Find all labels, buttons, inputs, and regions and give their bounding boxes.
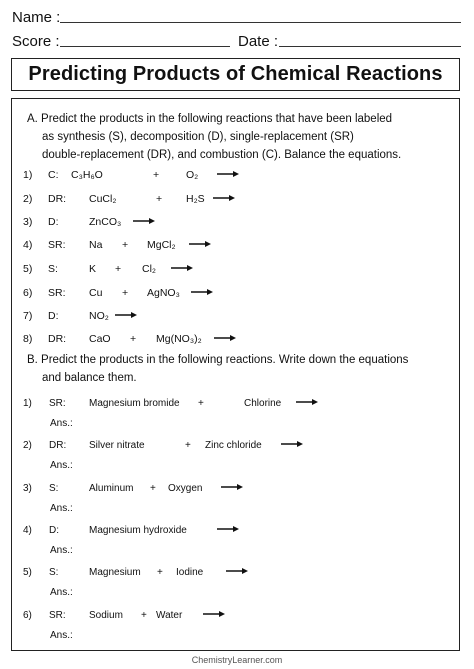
reactant-2: Water xyxy=(156,610,183,621)
answer-label[interactable]: Ans.: xyxy=(50,503,73,514)
name-label: Name : xyxy=(12,9,61,26)
arrow-icon xyxy=(133,216,155,228)
reaction-type: SR: xyxy=(49,398,66,409)
section-b-line-1: B. Predict the products in the following reactions. Write down the equations xyxy=(27,354,409,366)
reactant-2: H₂S xyxy=(186,193,205,205)
item-number: 6) xyxy=(23,287,33,299)
reactant-2: Iodine xyxy=(176,567,204,578)
reaction-row xyxy=(23,169,443,183)
item-number: 3) xyxy=(23,216,33,228)
plus-sign: + xyxy=(156,193,163,205)
plus-sign: + xyxy=(157,567,163,578)
item-number: 2) xyxy=(23,193,33,205)
reactant-2: Oxygen xyxy=(168,483,203,494)
answer-label[interactable]: Ans.: xyxy=(50,460,73,471)
reactant-1: K xyxy=(89,263,97,275)
reaction-row xyxy=(23,398,443,412)
reactant-1: Na xyxy=(89,239,103,251)
reactant-1: Magnesium bromide xyxy=(89,398,180,409)
reactant-2: AgNO₃ xyxy=(147,287,180,299)
arrow-icon xyxy=(226,567,248,578)
item-number: 5) xyxy=(23,567,32,578)
plus-sign: + xyxy=(150,483,156,494)
item-number: 1) xyxy=(23,398,32,409)
plus-sign: + xyxy=(130,333,137,345)
reaction-row xyxy=(23,333,443,347)
worksheet-title: Predicting Products of Chemical Reactions xyxy=(11,58,460,91)
reactant-1: CaO xyxy=(89,333,111,345)
arrow-icon xyxy=(115,310,137,322)
reactant-1: C₃H₆O xyxy=(71,169,103,181)
reaction-type: S: xyxy=(48,263,58,275)
reaction-type: D: xyxy=(48,310,59,322)
plus-sign: + xyxy=(198,398,204,409)
plus-sign: + xyxy=(115,263,122,275)
answer-label[interactable]: Ans.: xyxy=(50,418,73,429)
reaction-row xyxy=(23,440,443,454)
reaction-row xyxy=(23,239,443,253)
reaction-row xyxy=(23,216,443,230)
reactant-1: Aluminum xyxy=(89,483,134,494)
reaction-row xyxy=(23,310,443,324)
reaction-type: D: xyxy=(49,525,59,536)
answer-label[interactable]: Ans.: xyxy=(50,630,73,641)
section-b-instructions xyxy=(27,351,408,387)
item-number: 2) xyxy=(23,440,32,451)
reactant-1: Magnesium xyxy=(89,567,141,578)
arrow-icon xyxy=(296,398,318,409)
item-number: 3) xyxy=(23,483,32,494)
section-a-instructions xyxy=(27,110,401,164)
reaction-type: SR: xyxy=(49,610,66,621)
reaction-type: S: xyxy=(49,483,59,494)
reactant-1: Cu xyxy=(89,287,103,299)
reactant-1: Silver nitrate xyxy=(89,440,145,451)
reaction-type: D: xyxy=(48,216,59,228)
footer-site: ChemistryLearner.com xyxy=(191,655,283,665)
arrow-icon xyxy=(213,193,235,205)
reaction-row xyxy=(23,483,443,497)
reactant-2: Chlorine xyxy=(244,398,282,409)
date-label: Date : xyxy=(238,33,279,50)
reaction-row xyxy=(23,525,443,539)
reactant-1: Sodium xyxy=(89,610,123,621)
reaction-type: DR: xyxy=(48,193,67,205)
score-line[interactable] xyxy=(60,46,230,47)
arrow-icon xyxy=(217,525,239,536)
section-a-line-3: double-replacement (DR), and combustion (C). Balance the equations. xyxy=(42,149,402,161)
item-number: 1) xyxy=(23,169,33,181)
reactant-1: Magnesium hydroxide xyxy=(89,525,187,536)
answer-label[interactable]: Ans.: xyxy=(50,587,73,598)
reaction-type: SR: xyxy=(48,287,66,299)
reaction-row xyxy=(23,263,443,277)
reaction-row xyxy=(23,287,443,301)
reaction-type: SR: xyxy=(48,239,66,251)
section-b-line-2: and balance them. xyxy=(42,372,137,384)
arrow-icon xyxy=(191,287,213,299)
arrow-icon xyxy=(171,263,193,275)
reactant-2: Mg(NO₃)₂ xyxy=(156,333,202,345)
reactant-2: O₂ xyxy=(186,169,199,181)
answer-label[interactable]: Ans.: xyxy=(50,545,73,556)
item-number: 4) xyxy=(23,239,33,251)
arrow-icon xyxy=(281,440,303,451)
reactant-1: NO₂ xyxy=(89,310,109,322)
reactant-2: Cl₂ xyxy=(142,263,156,275)
item-number: 7) xyxy=(23,310,33,322)
reactant-1: CuCl₂ xyxy=(89,193,117,205)
reaction-type: S: xyxy=(49,567,59,578)
plus-sign: + xyxy=(185,440,191,451)
reaction-type: C: xyxy=(48,169,59,181)
item-number: 4) xyxy=(23,525,32,536)
reactant-2: Zinc chloride xyxy=(205,440,262,451)
score-label: Score : xyxy=(12,33,60,50)
arrow-icon xyxy=(221,483,243,494)
arrow-icon xyxy=(203,610,225,621)
plus-sign: + xyxy=(153,169,160,181)
reaction-row xyxy=(23,567,443,581)
reaction-row xyxy=(23,193,443,207)
plus-sign: + xyxy=(122,239,129,251)
reaction-type: DR: xyxy=(48,333,67,345)
date-line[interactable] xyxy=(279,46,461,47)
arrow-icon xyxy=(214,333,236,345)
reaction-type: DR: xyxy=(49,440,67,451)
arrow-icon xyxy=(189,239,211,251)
reactant-2: MgCl₂ xyxy=(147,239,176,251)
item-number: 8) xyxy=(23,333,33,345)
item-number: 6) xyxy=(23,610,32,621)
section-a-line-2: as synthesis (S), decomposition (D), single-replacement (SR) xyxy=(42,131,354,143)
section-a-line-1: A. Predict the products in the following reactions that have been labeled xyxy=(27,113,393,125)
name-line[interactable] xyxy=(60,22,461,23)
reaction-row xyxy=(23,610,443,624)
plus-sign: + xyxy=(122,287,129,299)
item-number: 5) xyxy=(23,263,33,275)
plus-sign: + xyxy=(141,610,147,621)
reactant-1: ZnCO₃ xyxy=(89,216,122,228)
arrow-icon xyxy=(217,169,239,181)
